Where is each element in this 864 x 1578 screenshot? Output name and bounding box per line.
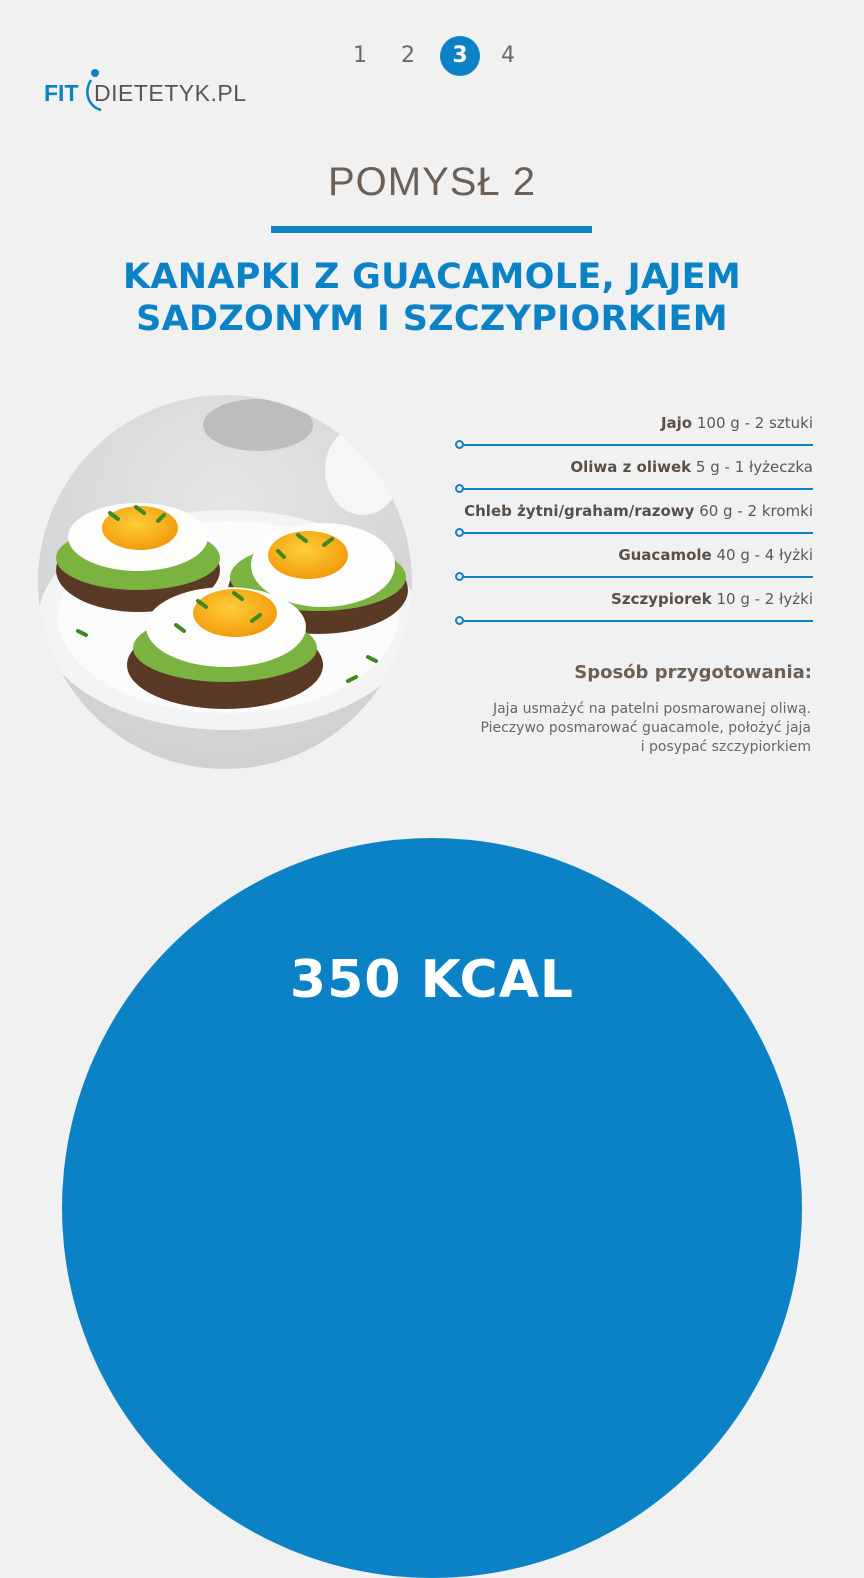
recipe-title: KANAPKI Z GUACAMOLE, JAJEM SADZONYM I SZCZYPIORKIEM (122, 257, 741, 339)
page-2[interactable]: 2 (401, 43, 415, 68)
ingredient-amount: 5 g - 1 łyżeczka (695, 458, 813, 476)
page-1[interactable]: 1 (353, 43, 367, 68)
sandwich-photo (38, 395, 412, 769)
ingredient-row (455, 402, 813, 446)
logo-fit: FIT (44, 80, 79, 106)
ingredient-name: Szczypiorek (611, 590, 712, 608)
ingredient-row (455, 534, 813, 578)
page-4[interactable]: 4 (501, 43, 515, 68)
bullet-dot-icon (455, 616, 464, 625)
ingredient-amount: 100 g - 2 sztuki (696, 414, 813, 432)
page-3-current[interactable]: 3 (440, 36, 480, 76)
logo (44, 74, 247, 114)
ingredient-amount: 40 g - 4 łyżki (716, 546, 813, 564)
kcal-value: 350 KCAL (289, 950, 575, 1010)
ingredient-name: Guacamole (618, 546, 712, 564)
idea-title: POMYSŁ 2 (327, 160, 537, 204)
method-line: Pieczywo posmarować guacamole, położyć jaja (480, 720, 811, 736)
ingredient-row (455, 578, 813, 622)
method-line: i posypać szczypiorkiem (640, 739, 811, 755)
pagination (340, 36, 520, 76)
method-heading: Sposób przygotowania: (574, 662, 812, 683)
title-divider (271, 226, 592, 233)
logo-text: DIETETYK.PL (94, 80, 247, 106)
kcal-badge (62, 838, 802, 1578)
ingredient-divider (461, 620, 813, 622)
ingredient-name: Chleb żytni/graham/razowy (464, 502, 695, 520)
ingredient-row (455, 490, 813, 534)
sandwich-illustration (38, 395, 412, 769)
method-line: Jaja usmażyć na patelni posmarowanej oliwą. (492, 701, 811, 717)
ingredients-list (455, 402, 813, 622)
ingredient-amount: 60 g - 2 kromki (699, 502, 813, 520)
method-text (420, 700, 811, 757)
ingredient-row (455, 446, 813, 490)
ingredient-name: Jajo (660, 414, 693, 432)
ingredient-name: Oliwa z oliwek (570, 458, 692, 476)
ingredient-amount: 10 g - 2 łyżki (716, 590, 813, 608)
